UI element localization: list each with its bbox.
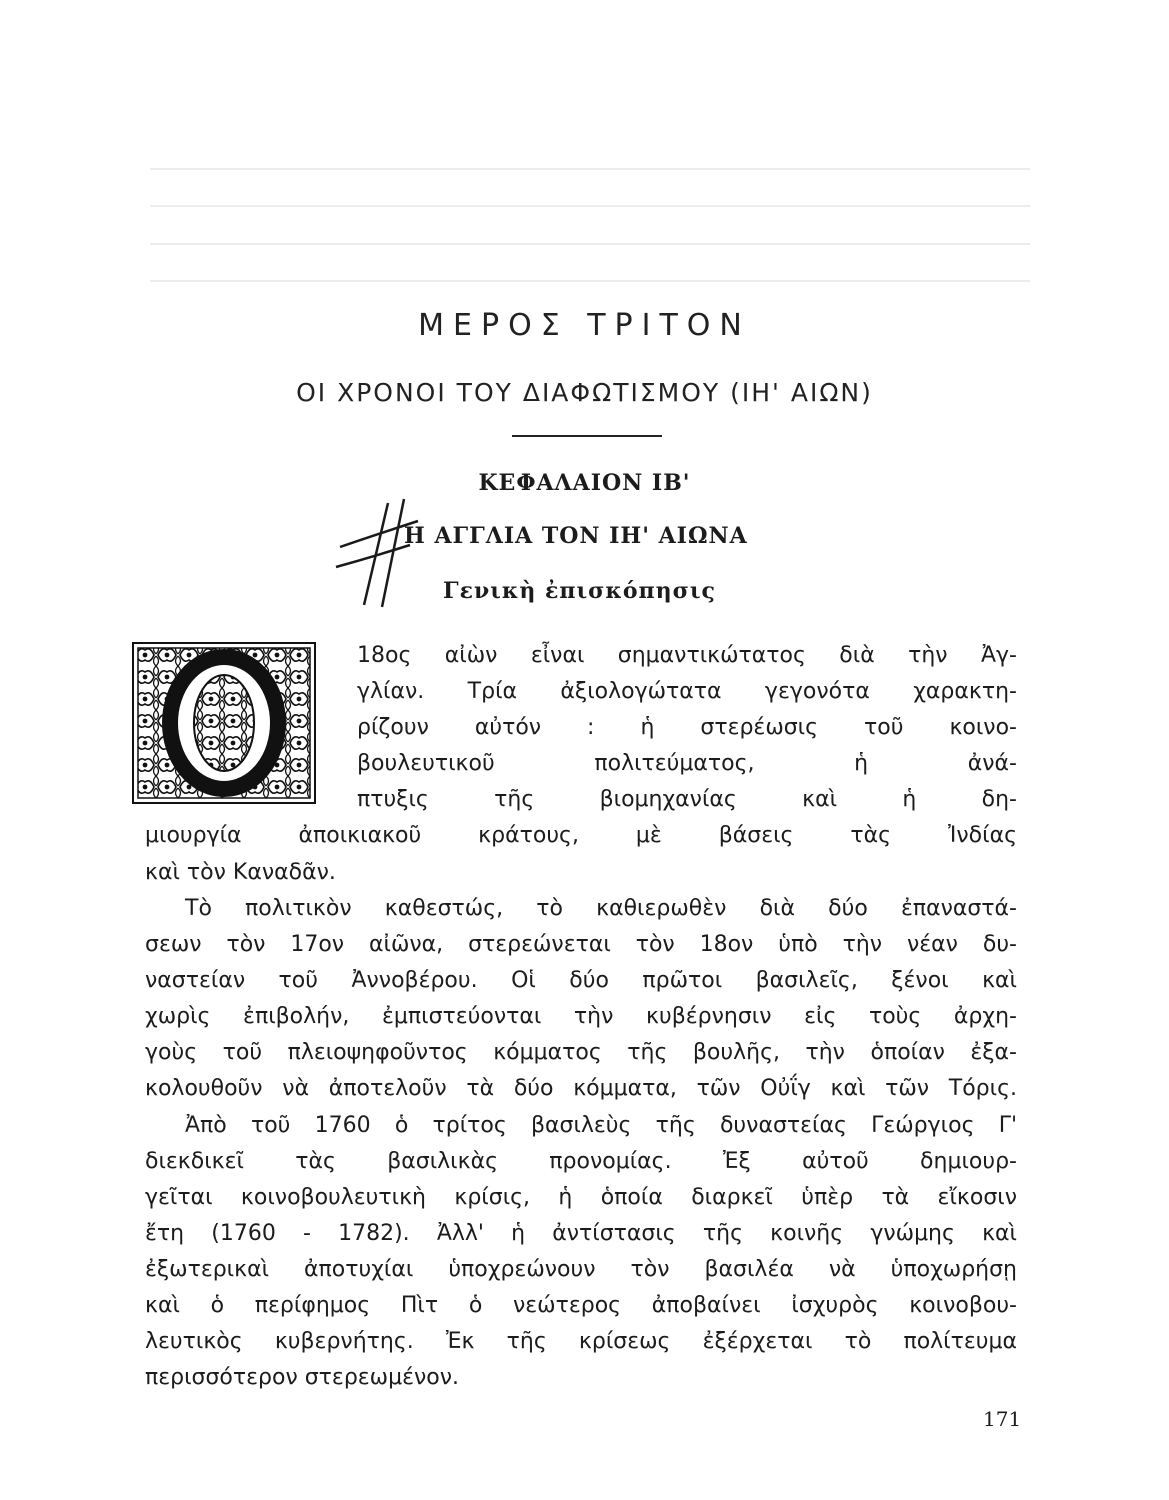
text-line: μιουργία ἀποικιακοῦ κράτους, μὲ βάσεις τὰς Ἰνδίας	[145, 823, 1017, 848]
part-title: ΜΕΡΟΣ ΤΡΙΤΟΝ	[418, 308, 751, 343]
subsection-title: Γενικὴ ἐπισκόπησις	[443, 578, 716, 604]
text-line: καὶ ὁ περίφημος Πὶτ ὁ νεώτερος ἀποβαίνει ἰσχυρὸς κοινοβου-	[145, 1293, 1017, 1318]
text-line: γοὺς τοῦ πλειοψηφοῦντος κόμματος τῆς βουλῆς, τὴν ὁποίαν ἐξα-	[145, 1040, 1017, 1065]
show-through	[150, 243, 1030, 245]
text-line: ἐξωτερικαὶ ἀποτυχίαι ὑποχρεώνουν τὸν βασιλέα νὰ ὑποχωρήσῃ	[145, 1257, 1017, 1282]
text-line: χωρὶς ἐπιβολήν, ἐμπιστεύονται τὴν κυβέρνησιν εἰς τοὺς ἀρχη-	[145, 1004, 1017, 1029]
section-title: Η ΑΓΓΛΙΑ ΤΟΝ ΙΗ' ΑΙΩΝΑ	[404, 523, 748, 549]
text-line: Τὸ πολιτικὸν καθεστώς, τὸ καθιερωθὲν διὰ δύο ἐπαναστά-	[185, 896, 1017, 921]
text-line: πτυξις τῆς βιομηχανίας καὶ ἡ δη-	[357, 787, 1017, 812]
part-subtitle: ΟΙ ΧΡΟΝΟΙ ΤΟΥ ΔΙΑΦΩΤΙΣΜΟΥ (ΙΗ' ΑΙΩΝ)	[296, 378, 873, 407]
text-line: καὶ τὸν Καναδᾶν.	[145, 860, 336, 885]
text-line: Ἀπὸ τοῦ 1760 ὁ τρίτος βασιλεὺς τῆς δυναστείας Γεώργιος Γ'	[185, 1113, 1017, 1138]
page-number: 171	[983, 1407, 1022, 1431]
text-line: περισσότερον στερεωμένον.	[145, 1365, 460, 1390]
title-rule	[512, 435, 662, 437]
text-line: κολουθοῦν νὰ ἀποτελοῦν τὰ δύο κόμματα, τῶν Οὐΐγ καὶ τῶν Τόρις.	[145, 1076, 1017, 1101]
text-line: 18ος αἰὼν εἶναι σημαντικώτατος διὰ τὴν Ἀγ-	[357, 643, 1017, 668]
show-through	[150, 205, 1030, 207]
text-line: λευτικὸς κυβερνήτης. Ἐκ τῆς κρίσεως ἐξέρχεται τὸ πολίτευμα	[145, 1329, 1017, 1354]
text-line: γεῖται κοινοβουλευτικὴ κρίσις, ἡ ὁποία διαρκεῖ ὑπὲρ τὰ εἴκοσιν	[145, 1185, 1017, 1210]
text-line: ρίζουν αὐτόν : ἡ στερέωσις τοῦ κοινο-	[357, 715, 1017, 740]
text-line: βουλευτικοῦ πολιτεύματος, ἡ ἀνά-	[357, 751, 1017, 776]
text-line: ναστείαν τοῦ Ἀννοβέρου. Οἱ δύο πρῶτοι βασιλεῖς, ξένοι καὶ	[145, 968, 1017, 993]
text-line: διεκδικεῖ τὰς βασιλικὰς προνομίας. Ἐξ αὐτοῦ δημιουρ-	[145, 1149, 1017, 1174]
handwritten-mark-icon	[330, 495, 425, 615]
text-line: γλίαν. Τρία ἀξιολογώτατα γεγονότα χαρακτη-	[357, 679, 1017, 704]
text-line: ἔτη (1760 - 1782). Ἀλλ' ἡ ἀντίστασις τῆς κοινῆς γνώμης καὶ	[145, 1221, 1017, 1246]
show-through	[150, 280, 1030, 282]
drop-cap-letter	[134, 644, 314, 802]
chapter-heading: ΚΕΦΑΛΑΙΟΝ ΙΒ'	[478, 470, 691, 496]
text-line: σεων τὸν 17ον αἰῶνα, στερεώνεται τὸν 18ον ὑπὸ τὴν νέαν δυ-	[145, 932, 1017, 957]
show-through	[150, 168, 1030, 170]
ornamental-drop-cap	[132, 642, 316, 804]
